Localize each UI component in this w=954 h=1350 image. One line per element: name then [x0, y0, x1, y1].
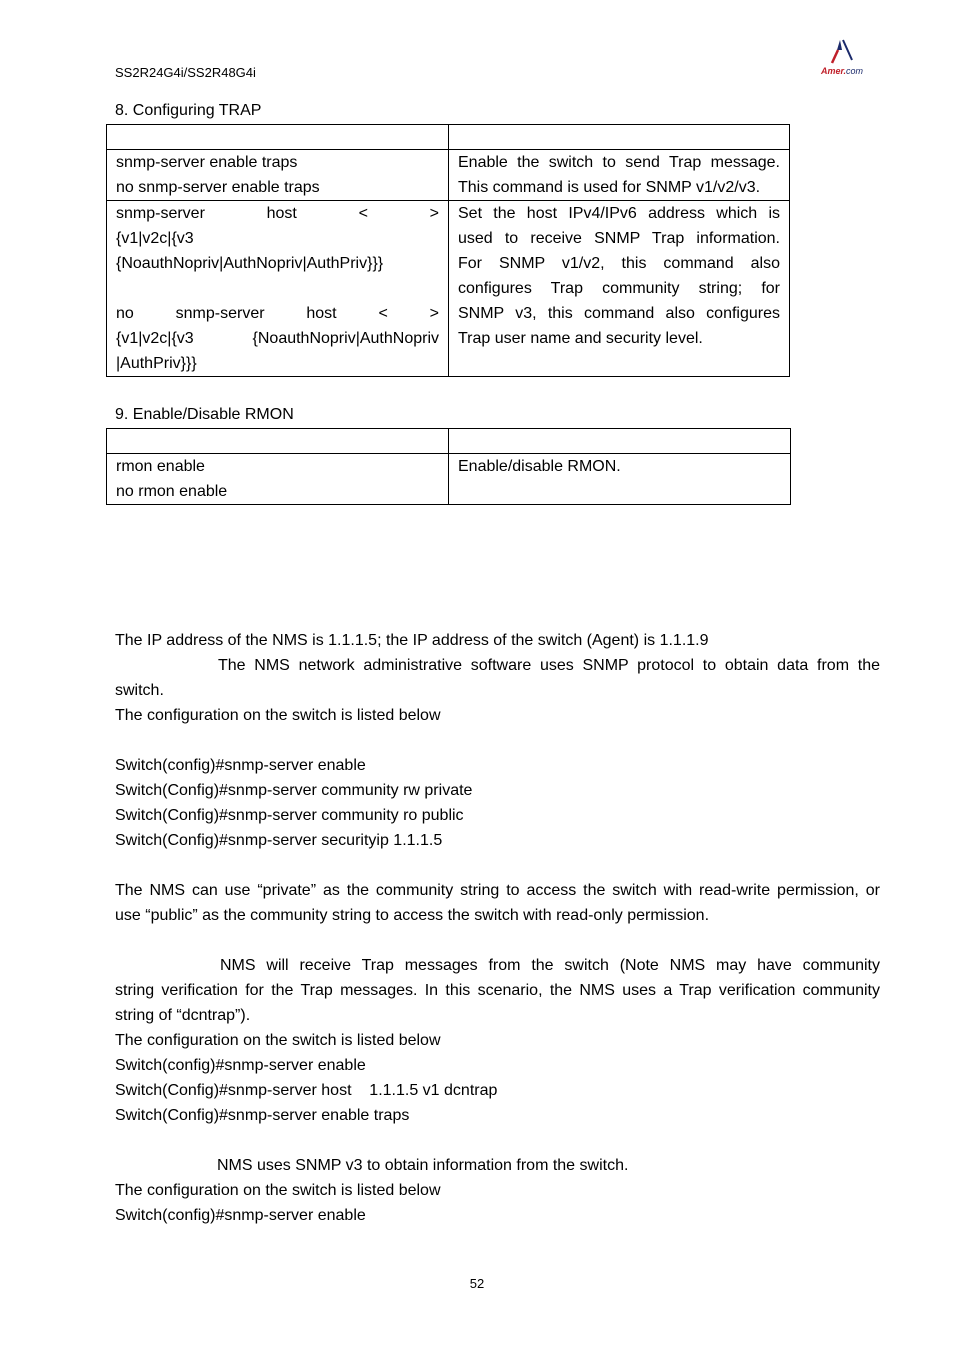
table-row [107, 201, 790, 377]
description-cell [449, 150, 790, 201]
config-line: Switch(Config)#snmp-server community rw private [115, 782, 473, 799]
command-cell [107, 150, 449, 201]
description-line: Set the host IPv4/IPv6 address which is [458, 205, 780, 222]
config-line: Switch(Config)#snmp-server enable traps [115, 1107, 410, 1124]
description-cell [449, 201, 790, 377]
description-line: SNMP v3, this command also configures [458, 305, 780, 322]
paragraph-community-cont: use “public” as the community string to access the switch with read-only permission. [115, 907, 710, 924]
section-8-title: 8. Configuring TRAP [115, 102, 262, 119]
paragraph-scenario-1: The NMS network administrative software uses SNMP protocol to obtain data from the [218, 657, 880, 674]
config-line: Switch(config)#snmp-server enable [115, 1207, 366, 1224]
command-line: {v1|v2c|{v3 [116, 230, 194, 247]
paragraph-community: The NMS can use “private” as the community string to access the switch with read-write permission, or [115, 882, 880, 899]
trap-command-table [106, 124, 790, 377]
header-cell-command [107, 429, 449, 454]
amer-logo [818, 36, 878, 80]
svg-text:com: com [846, 66, 864, 76]
blank-line [115, 1128, 880, 1153]
command-line: rmon enable [116, 458, 205, 475]
blank-line [115, 853, 880, 878]
table-header-row [107, 429, 791, 454]
description-line: For SNMP v1/v2, this command also [458, 255, 780, 272]
command-line: no snmp-server enable traps [116, 179, 320, 196]
description-line: Trap user name and security level. [458, 330, 703, 347]
table-row [107, 150, 790, 201]
config-line: Switch(config)#snmp-server enable [115, 757, 366, 774]
paragraph-scenario-2-end: string of “dcntrap”). [115, 1007, 251, 1024]
table-header-row [107, 125, 790, 150]
paragraph-scenario-2-cont: string verification for the Trap messages. In this scenario, the NMS uses a Trap verification community [115, 982, 880, 999]
document-model-header: SS2R24G4i/SS2R48G4i [115, 65, 256, 80]
paragraph-config-intro: The configuration on the switch is listed below [115, 1032, 441, 1049]
command-line: snmp-server host < > [116, 205, 439, 222]
config-line: Switch(Config)#snmp-server community ro public [115, 807, 464, 824]
table-row [107, 454, 791, 505]
command-line: {NoauthNopriv|AuthNopriv|AuthPriv}}} [116, 255, 384, 272]
body-text [115, 628, 880, 1228]
page-number: 52 [469, 1276, 485, 1291]
description-line: Enable the switch to send Trap message. [458, 154, 780, 171]
header-cell-explanation [449, 125, 790, 150]
paragraph-config-intro: The configuration on the switch is listed below [115, 1182, 441, 1199]
description-line: Enable/disable RMON. [458, 458, 621, 475]
command-line: no rmon enable [116, 483, 228, 500]
command-line: {v1|v2c|{v3 {NoauthNopriv|AuthNopriv [116, 330, 439, 347]
command-line: |AuthPriv}}} [116, 355, 197, 372]
paragraph-scenario-2: NMS will receive Trap messages from the switch (Note NMS may have community [220, 957, 880, 974]
svg-text:Amer.: Amer. [821, 66, 847, 76]
command-line: snmp-server enable traps [116, 154, 298, 171]
description-line: used to receive SNMP Trap information. [458, 230, 780, 247]
command-cell [107, 201, 449, 377]
rmon-command-table [106, 428, 791, 505]
paragraph-scenario-1-cont: switch. [115, 682, 164, 699]
logo-triangle-icon [818, 36, 878, 80]
paragraph-nms-ip: The IP address of the NMS is 1.1.1.5; the IP address of the switch (Agent) is 1.1.1.9 [115, 632, 709, 649]
description-line: configures Trap community string; for [458, 280, 780, 297]
command-line [116, 276, 439, 301]
command-line: no snmp-server host < > [116, 305, 439, 322]
command-cell [107, 454, 449, 505]
blank-line [115, 728, 880, 753]
header-cell-command [107, 125, 449, 150]
description-line: This command is used for SNMP v1/v2/v3. [458, 179, 761, 196]
description-cell [449, 454, 791, 505]
config-line: Switch(config)#snmp-server enable [115, 1057, 366, 1074]
paragraph-scenario-3: NMS uses SNMP v3 to obtain information from the switch. [217, 1157, 629, 1174]
config-line: Switch(Config)#snmp-server host 1.1.1.5 v1 dcntrap [115, 1082, 498, 1099]
header-cell-explanation [449, 429, 791, 454]
config-line: Switch(Config)#snmp-server securityip 1.1.1.5 [115, 832, 443, 849]
paragraph-config-intro: The configuration on the switch is listed below [115, 707, 441, 724]
section-9-title: 9. Enable/Disable RMON [115, 406, 294, 423]
blank-line [115, 928, 880, 953]
